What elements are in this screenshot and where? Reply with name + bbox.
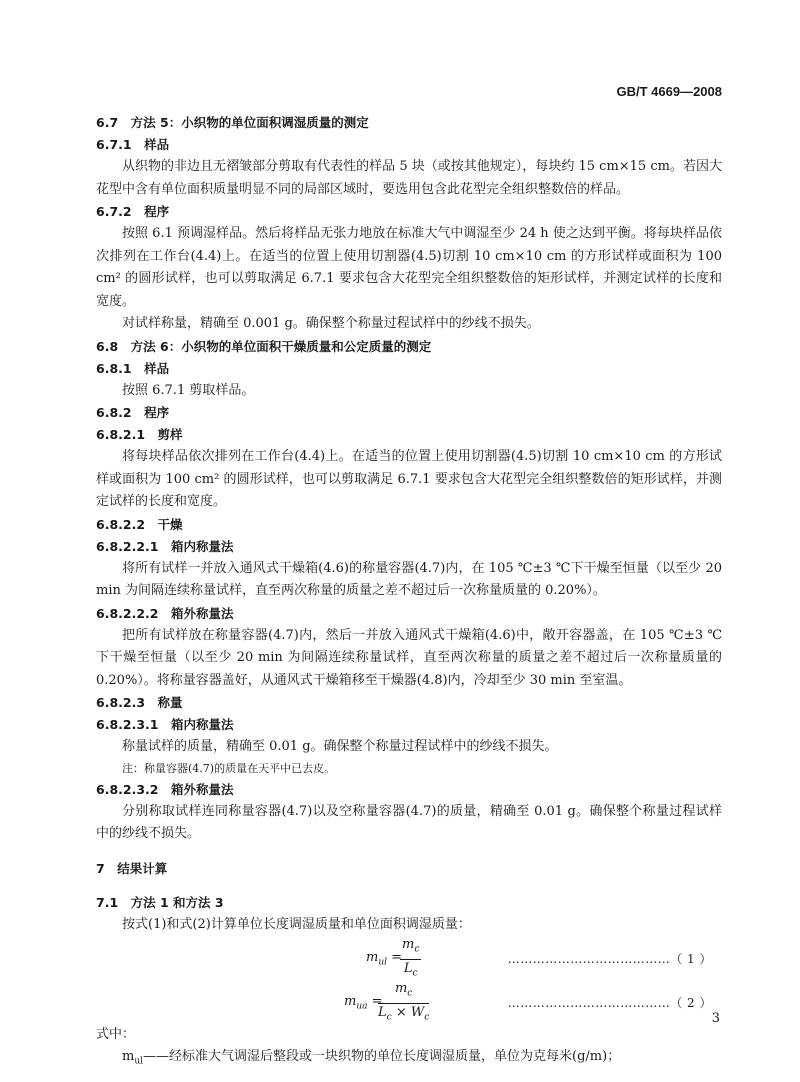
- section-heading: 6.8.1 样品: [96, 360, 170, 376]
- equation-lhs: $m_{ul}$ =: [366, 950, 403, 968]
- paragraph: 式中：: [96, 1027, 136, 1042]
- paragraph: 将每块样品依次排列在工作台(4.4)上。在适当的位置上使用切割器(4.5)切割 10 cm×10 cm 的方形试样或面积为 100 cm² 的圆形试样，也可以剪取满足 6.7.1 要求包含大花型完全组织整数倍的矩形试样，并测定试样的长度和宽度。: [96, 449, 722, 509]
- section-heading: 6.7 方法 5：小织物的单位面积调湿质量的测定: [96, 115, 369, 130]
- equation-number: …………………………………（ 1 ）: [507, 952, 712, 966]
- math-variable: $m_c$: [402, 937, 420, 955]
- equation-number: …………………………………（ 2 ）: [507, 996, 712, 1010]
- math-variable: $L_c$: [378, 1004, 392, 1023]
- denominator: [400, 960, 421, 983]
- math-variable: $m_{ul}$: [122, 1049, 144, 1067]
- section-heading: 6.8.2.3 称量: [96, 695, 183, 710]
- paragraph: 对试样称量，精确至 0.001 g。确保整个称量过程试样中的纱线不损失。: [122, 316, 540, 331]
- spacer: [96, 846, 722, 858]
- section-heading: 6.8.2.1 剪样: [96, 427, 183, 442]
- section-heading: 6.8.2.3.1 箱内称量法: [96, 717, 234, 732]
- note: 注：称量容器(4.7)的质量在天平中已去皮。: [122, 761, 336, 775]
- math-variable: $W_c$: [410, 1004, 430, 1023]
- numerator: [400, 936, 421, 960]
- equation: [96, 936, 722, 980]
- section-heading: 6.7.1 样品: [96, 137, 170, 152]
- paragraph: 按照 6.7.1 剪取样品。: [122, 382, 255, 398]
- document-code: GB/T 4669—2008: [616, 84, 722, 99]
- numerator: [378, 980, 429, 1004]
- document-body: [96, 112, 722, 1073]
- math-variable: $m_{ua}$: [344, 994, 368, 1012]
- paragraph: 从织物的非边且无褶皱部分剪取有代表性的样品 5 块（或按其他规定），每块约 15 cm×15 cm。若因大花型中含有单位面积质量明显不同的局部区域时，要选用包含此花型完全组织整数倍的样品。: [96, 159, 722, 197]
- section-heading: 6.8.2.2.2 箱外称量法: [96, 605, 234, 621]
- paragraph: 称量试样的质量，精确至 0.01 g。确保整个称量过程试样中的纱线不损失。: [122, 739, 558, 754]
- math-variable: $m_{ul}$: [366, 950, 388, 968]
- section-heading: 6.8.2.2 干燥: [96, 516, 183, 532]
- section-heading: 6.8.2.3.2 箱外称量法: [96, 781, 234, 797]
- equation-lhs: $m_{ua}$ =: [344, 994, 383, 1012]
- fraction: [378, 980, 429, 1026]
- math-variable: $m_c$: [394, 981, 413, 999]
- section-heading: 6.8.2.2.1 箱内称量法: [96, 538, 234, 554]
- paragraph: $m_{ul}——$经标准大气调湿后整段或一块织物的单位长度调湿质量，单位为克每米(g/m)；: [122, 1049, 621, 1067]
- math-variable: $L_c$: [403, 960, 418, 979]
- equation: [96, 980, 722, 1024]
- spacer: [96, 880, 722, 892]
- section-heading: 6.8.2 程序: [96, 405, 170, 420]
- section-heading: 7 结果计算: [96, 860, 168, 876]
- fraction: [400, 936, 421, 982]
- paragraph: 分别称取试样连同称量容器(4.7)以及空称量容器(4.7)的质量，精确至 0.01 g。确保整个称量过程试样中的纱线不损失。: [96, 803, 722, 841]
- page-number: 3: [711, 1011, 720, 1026]
- section-heading: 6.7.2 程序: [96, 204, 170, 219]
- paragraph: 按照 6.1 预调湿样品。然后将样品无张力地放在标准大气中调湿至少 24 h 使之达到平衡。将每块样品依次排列在工作台(4.4)上。在适当的位置上使用切割器(4.5)切割 10 cm×10 cm 的方形试样或面积为 100 cm² 的圆形试样，也可以剪取满足 6.7.1 要求包含大花型完全组织整数倍的矩形试样，并测定试样的长度和宽度。: [96, 226, 722, 309]
- section-heading: 7.1 方法 1 和方法 3: [96, 894, 224, 910]
- paragraph: 把所有试样放在称量容器(4.7)内，然后一并放入通风式干燥箱(4.6)中，敞开容器盖，在 105 ℃±3 ℃下干燥至恒量（以至少 20 min 为间隔连续称量试样，直至两次称量的质量之差不超过后一次称量质量的 0.20%）。将称量容器盖好，从通风式干燥箱移至干燥器(4.8)内，冷却至少 30 min 至室温。: [96, 627, 722, 688]
- denominator: $L_c \times W_c$: [378, 1004, 430, 1023]
- section-heading: 6.8 方法 6：小织物的单位面积干燥质量和公定质量的测定: [96, 338, 432, 354]
- paragraph: 将所有试样一并放入通风式干燥箱(4.6)的称量容器(4.7)内，在 105 ℃±3 ℃下干燥至恒量（以至少 20 min 为间隔连续称量试样，直至两次称量的质量之差不超过后一次称量质量的 0.20%）。: [96, 560, 722, 598]
- paragraph: 按式(1)和式(2)计算单位长度调湿质量和单位面积调湿质量：: [122, 916, 471, 932]
